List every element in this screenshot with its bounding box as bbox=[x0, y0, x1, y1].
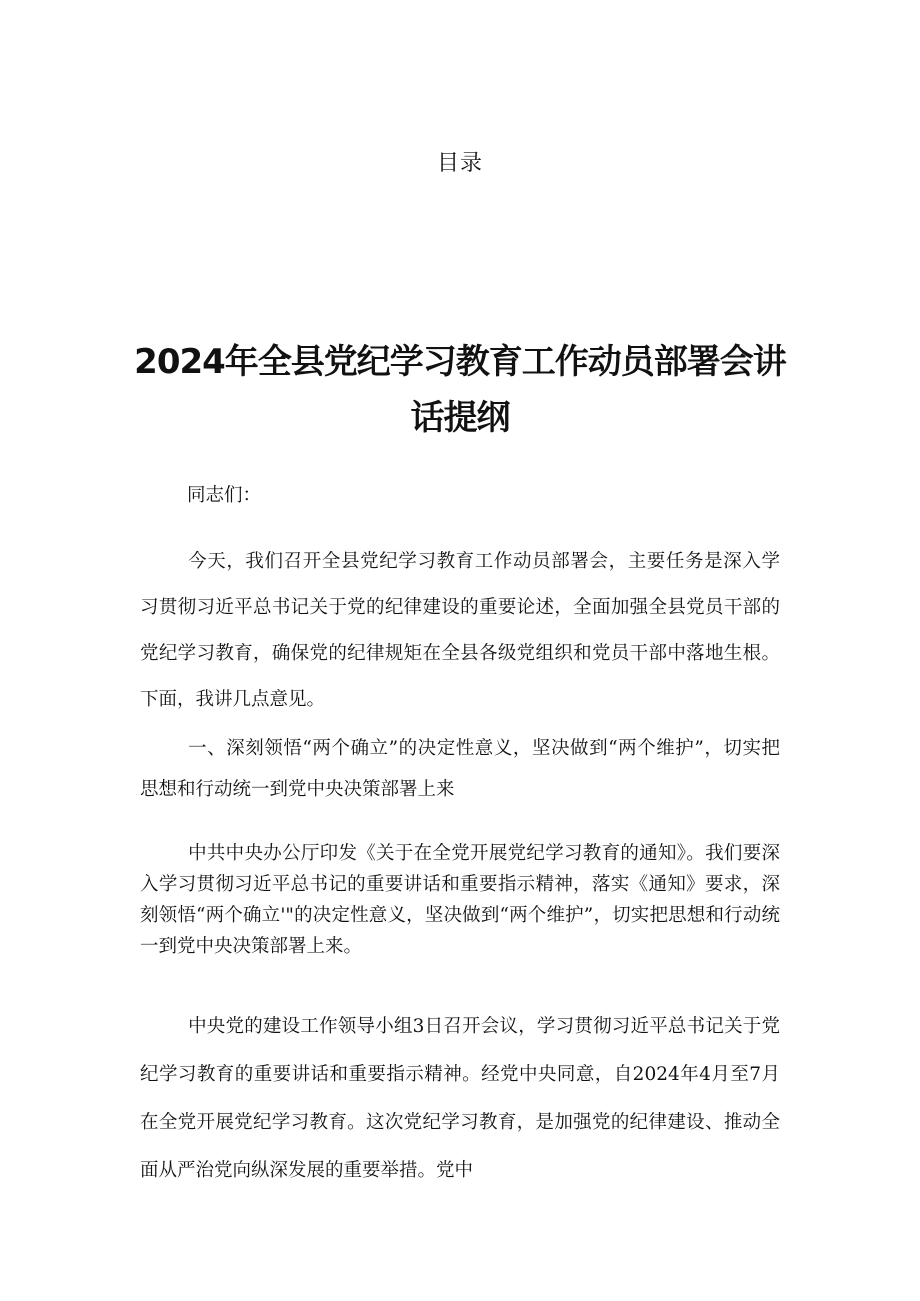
salutation: 同志们： bbox=[187, 485, 262, 506]
document-title: 2024年全县党纪学习教育工作动员部署会讲话提纲 bbox=[134, 342, 786, 438]
intro-paragraph: 今天，我们召开全县党纪学习教育工作动员部署会，主要任务是深入学习贯彻习近平总书记关于党的纪律建设的重要论述，全面加强全县党员干部的党纪学习教育，确保党的纪律规矩在全县各级党组织和党员干部中落地生根。下面，我讲几点意见。 bbox=[140, 551, 780, 710]
notice-paragraph: 中共中央办公厅印发《关于在全党开展党纪学习教育的通知》。我们要深入学习贯彻习近平总书记的重要讲话和重要指示精神，落实《通知》要求，深刻领悟“两个确立'"的决定性意义，坚决做到“两个维护”，切实把思想和行动统一到党中央决策部署上来。 bbox=[140, 843, 780, 957]
section-1-heading: 一、深刻领悟“两个确立”的决定性意义，坚决做到“两个维护”，切实把思想和行动统一到党中央决策部署上来 bbox=[140, 738, 780, 800]
toc-heading: 目录 bbox=[436, 151, 483, 176]
meeting-paragraph: 中央党的建设工作领导小组3日召开会议，学习贯彻习近平总书记关于党纪学习教育的重要讲话和重要指示精神。经党中央同意，自2024年4月至7月在全党开展党纪学习教育。这次党纪学习教育，是加强党的纪律建设、推动全面从严治党向纵深发展的重要举措。党中 bbox=[140, 1016, 780, 1181]
